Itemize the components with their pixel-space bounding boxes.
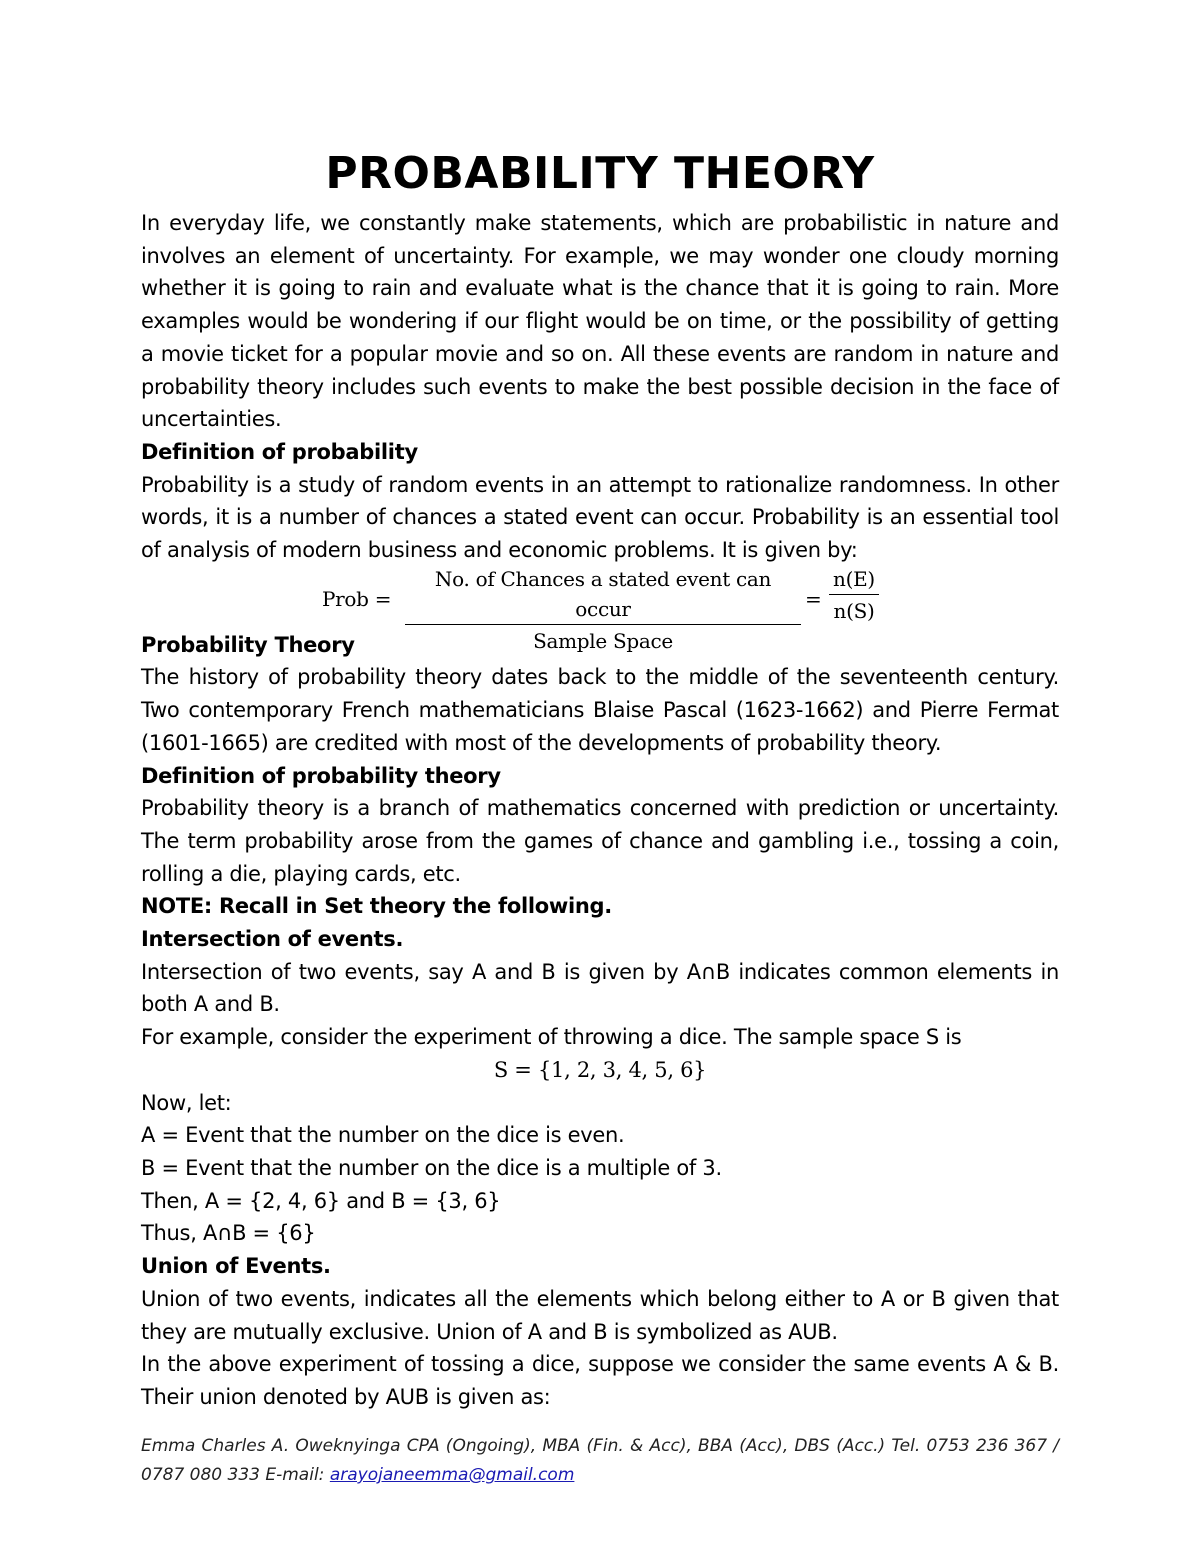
event-a-line: A = Event that the number on the dice is even. <box>141 1123 625 1148</box>
definition-heading: Definition of probability <box>141 439 418 464</box>
thus-line: Thus, A∩B = {6} <box>141 1221 316 1246</box>
intro-paragraph: In everyday life, we constantly make statements, which are probabilistic in nature and involves an element of uncertainty. For example, we may wonder one cloudy morning whether it is going to rain and evaluate what is the chance that it is going to rain. More examples would be wondering if our flight would be on time, or the possibility of getting a movie ticket for a popular movie and so on. All these events are random in nature and probability theory includes such events to make the best possible decision in the face of uncertainties. <box>141 211 1059 432</box>
theory-paragraph: The history of probability theory dates back to the middle of the seventeenth century. Two contemporary French mathematicians Blaise Pascal (1623-1662) and Pierre Fermat (1601-1665) are credited with most of the developments of probability theory. <box>141 665 1059 755</box>
now-let-line: Now, let: <box>141 1090 232 1115</box>
page-title: PROBABILITY THEORY <box>325 148 875 199</box>
footer-email-link[interactable]: arayojaneemma@gmail.com <box>329 1465 575 1485</box>
event-b-line: B = Event that the number on the dice is a multiple of 3. <box>141 1155 722 1180</box>
theory-definition-paragraph: Probability theory is a branch of mathematics concerned with prediction or uncertainty. The term probability arose from the games of chance and gambling i.e., tossing a coin, rolling a die, playing cards, etc. <box>141 796 1059 886</box>
page-footer <box>141 1432 1059 1490</box>
document-body <box>141 207 1059 1414</box>
formula-equals: = <box>805 586 822 611</box>
definition-paragraph: Probability is a study of random events in an attempt to rationalize randomness. In other words, it is a number of chances a stated event can occur. Probability is an essential tool of analysis of modern business and economic problems. It is given by: <box>141 472 1059 563</box>
formula-numerator-short: n(E) <box>829 564 879 595</box>
intersection-heading: Intersection of events. <box>141 927 404 952</box>
union-paragraph-2: In the above experiment of tossing a dice, suppose we consider the same events A & B. Their union denoted by AUB is given as: <box>141 1352 1059 1409</box>
formula-denominator: Sample Space <box>533 628 673 653</box>
formula-fraction <box>405 564 801 657</box>
intersection-example: For example, consider the experiment of throwing a dice. The sample space S is <box>141 1025 962 1050</box>
formula-lhs: Prob = <box>322 586 392 611</box>
theory-definition-heading: Definition of probability theory <box>141 763 501 788</box>
intersection-paragraph: Intersection of two events, say A and B is given by A∩B indicates common elements in both A and B. <box>141 959 1059 1017</box>
union-heading: Union of Events. <box>141 1254 331 1279</box>
sample-space-equation: S = {1, 2, 3, 4, 5, 6} <box>493 1057 707 1082</box>
union-paragraph: Union of two events, indicates all the elements which belong either to A or B given that they are mutually exclusive. Union of A and B is symbolized as AUB. <box>141 1286 1059 1344</box>
formula-numerator: No. of Chances a stated event can occur <box>405 564 801 625</box>
formula-fraction-short <box>829 564 879 627</box>
footer-text: Emma Charles A. Oweknyinga CPA (Ongoing), MBA (Fin. & Acc), BBA (Acc), DBS (Acc.) Tel. 0753 236 367 / 0787 080 333 E-mail: <box>141 1436 1059 1485</box>
note-heading: NOTE: Recall in Set theory the following. <box>141 894 612 919</box>
formula-denominator-short: n(S) <box>833 598 875 623</box>
then-line: Then, A = {2, 4, 6} and B = {3, 6} <box>141 1188 501 1213</box>
theory-heading: Probability Theory <box>141 632 355 657</box>
